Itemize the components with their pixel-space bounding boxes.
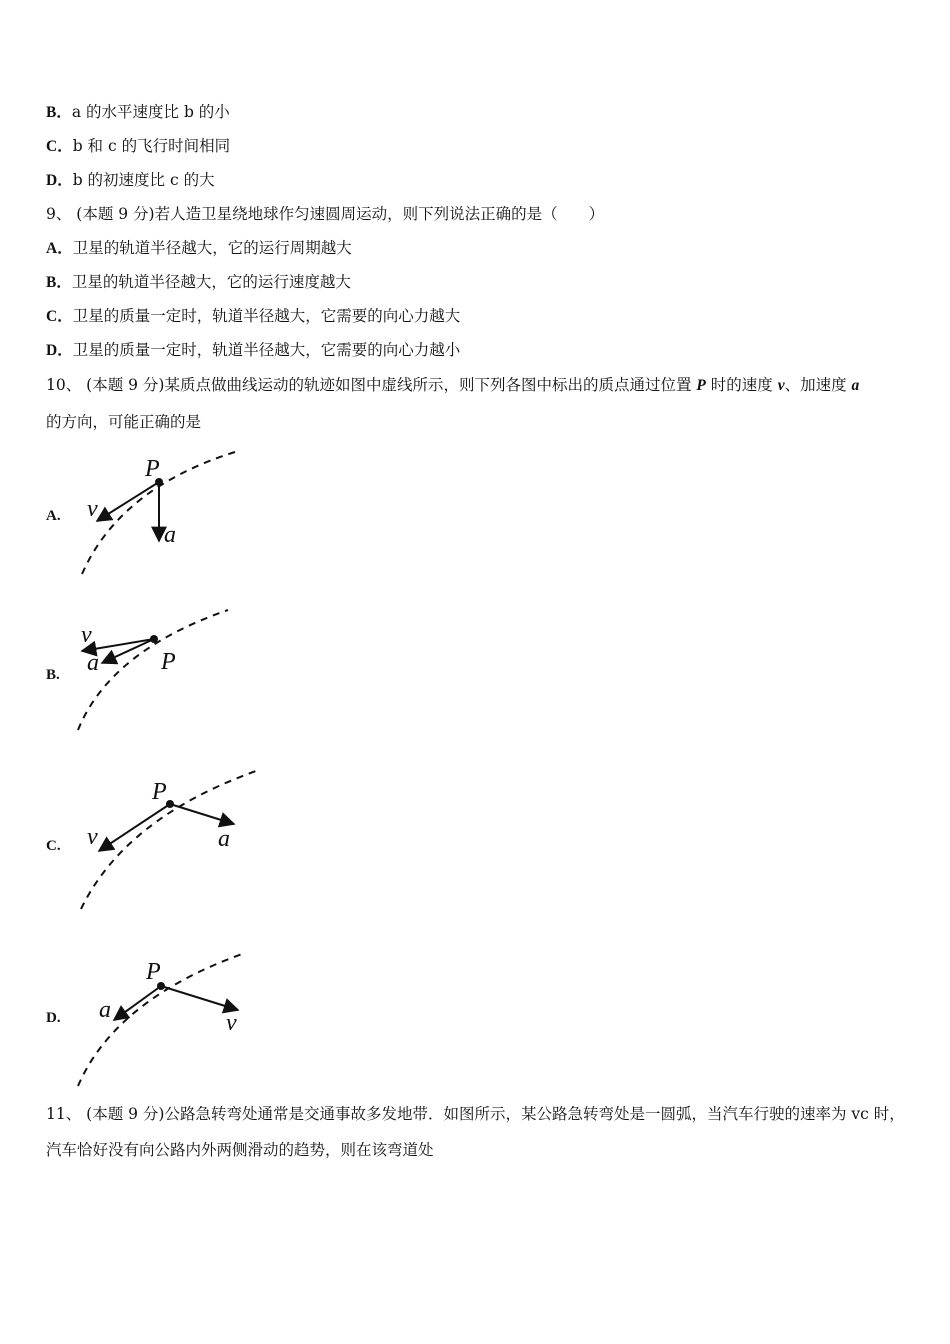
velocity-label: v <box>226 1010 237 1036</box>
q10-option-b-label: B. <box>46 667 60 683</box>
point-p-dot <box>166 800 174 808</box>
option-text: 卫星的轨道半径越大，它的运行周期越大 <box>72 239 352 257</box>
q10-option-c-label: C. <box>46 838 61 854</box>
q10-stem-text: 的方向，可能正确的是 <box>46 413 202 431</box>
trajectory-dashed-curve <box>78 610 228 730</box>
acceleration-label: a <box>87 650 99 676</box>
option-label: C． <box>46 308 73 325</box>
q8-option-c <box>46 136 230 157</box>
q10-option-d-label: D. <box>46 1010 61 1026</box>
option-label: A． <box>46 240 73 257</box>
option-text: a 的水平速度比 b 的小 <box>71 103 230 121</box>
point-p-label: P <box>146 959 161 985</box>
q10-stem-text: 10、 (本题 9 分)某质点做曲线运动的轨迹如图中虚线所示，则下列各图中标出的质点通过位置 <box>46 376 697 394</box>
point-p-dot <box>150 635 158 643</box>
q9-option-a <box>46 238 352 259</box>
velocity-arrow <box>161 986 238 1010</box>
var-a: a <box>851 377 860 394</box>
acceleration-label: a <box>164 522 176 548</box>
velocity-label: v <box>81 622 92 648</box>
acceleration-label: a <box>218 826 230 852</box>
option-label: C． <box>46 138 73 155</box>
option-label: B． <box>46 104 72 121</box>
velocity-label: v <box>87 496 98 522</box>
option-text: b 和 c 的飞行时间相同 <box>72 137 231 155</box>
q11-stem: 11、 (本题 9 分)公路急转弯处通常是交通事故多发地带．如图所示，某公路急转弯处是一圆弧，当汽车行驶的速率为 vc 时，汽车恰好没有向公路内外两侧滑动的趋势，则在该弯道处 <box>46 1105 905 1159</box>
q10-stem-text: 时的速度 <box>705 376 778 394</box>
q9-option-b <box>46 272 351 293</box>
q9-option-d <box>46 340 460 361</box>
q10-option-a-label: A. <box>46 508 61 524</box>
velocity-arrow <box>99 804 170 851</box>
q10-figure-b <box>70 606 250 736</box>
q9-stem: 9、 (本题 9 分)若人造卫星绕地球作匀速圆周运动，则下列说法正确的是（ ） <box>46 205 605 223</box>
option-label: B． <box>46 274 72 291</box>
velocity-label: v <box>87 824 98 850</box>
option-label: D． <box>46 172 73 189</box>
option-text: b 的初速度比 c 的大 <box>72 171 215 189</box>
option-text: 卫星的轨道半径越大，它的运行速度越大 <box>71 273 351 291</box>
point-p-label: P <box>152 779 167 805</box>
acceleration-label: a <box>99 997 111 1023</box>
q9-option-c <box>46 306 460 327</box>
option-text: 卫星的质量一定时，轨道半径越大，它需要的向心力越小 <box>72 341 461 359</box>
q8-option-b <box>46 102 230 123</box>
point-p-label: P <box>161 649 176 675</box>
q10-stem-text: 、加速度 <box>784 376 852 394</box>
acceleration-arrow <box>170 804 234 824</box>
point-p-label: P <box>145 456 160 482</box>
velocity-arrow <box>97 482 159 521</box>
q8-option-d <box>46 170 215 191</box>
q10-figure-c <box>70 768 270 913</box>
option-text: 卫星的质量一定时，轨道半径越大，它需要的向心力越大 <box>72 307 461 325</box>
q10-stem <box>46 367 906 440</box>
var-p: P <box>696 377 706 394</box>
q10-figure-a <box>70 448 250 578</box>
var-v: v <box>777 377 785 394</box>
option-label: D． <box>46 342 73 359</box>
q10-figure-d <box>70 950 260 1090</box>
acceleration-arrow <box>114 986 161 1020</box>
